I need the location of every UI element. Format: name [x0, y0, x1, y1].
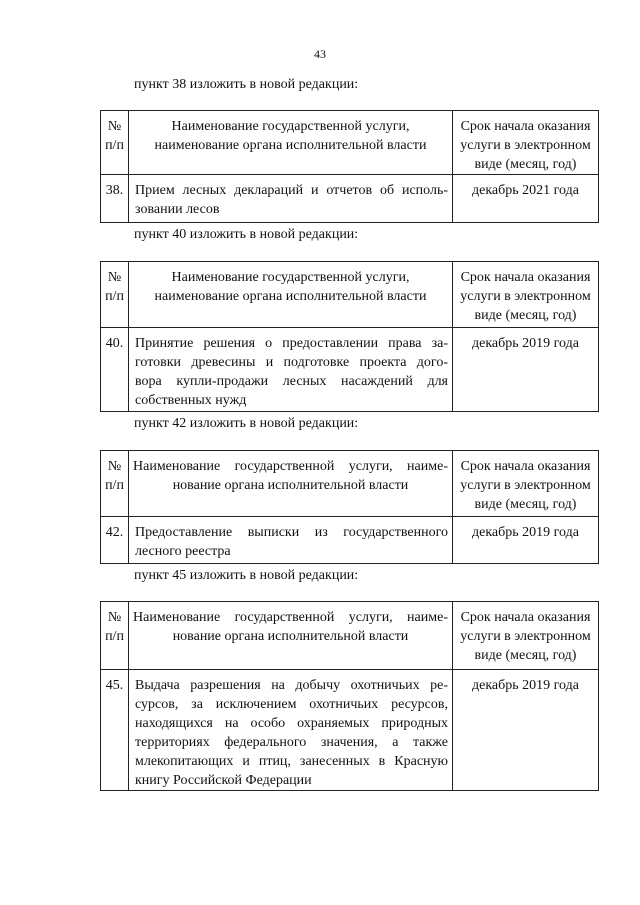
service-table-40 [100, 261, 599, 412]
service-name-line: готовки древесины и подготовке проекта дого- [135, 355, 448, 370]
page-number: 43 [314, 47, 326, 61]
header-name-cell [129, 111, 453, 175]
header-name-cell [129, 602, 453, 670]
row-start-date: декабрь 2019 года [453, 670, 599, 791]
service-name-line: собственных нужд [135, 393, 247, 408]
row-start-date: декабрь 2019 года [453, 328, 599, 412]
row-number: 40. [101, 328, 129, 412]
service-name-line: млекопитающих и птиц, занесенных в Красную [135, 754, 448, 769]
service-name-line: Принятие решения о предоставлении права за- [135, 336, 448, 351]
header-num-sublabel: п/п [105, 629, 124, 644]
service-table-38 [100, 110, 599, 223]
row-start-date: декабрь 2019 года [453, 517, 599, 564]
header-name-cell [129, 451, 453, 517]
header-date-line: Срок начала оказания [460, 270, 591, 285]
header-num-cell [101, 111, 129, 175]
header-date-line: Срок начала оказания [460, 610, 591, 625]
header-name-cell [129, 262, 453, 328]
amendment-intro-45: пункт 45 изложить в новой редакции: [134, 568, 359, 583]
header-date-cell [453, 451, 599, 517]
header-date-line: услуги в электронном [460, 629, 591, 644]
service-name-line: сурсов, за исключением охотничьих ресурсов, [135, 697, 448, 712]
table-header-row [101, 262, 599, 328]
header-num-label: № [107, 270, 122, 285]
service-name-line: Выдача разрешения на добычу охотничьих ре- [135, 678, 448, 693]
header-date-line: виде (месяц, год) [474, 157, 577, 172]
amendment-intro-38: пункт 38 изложить в новой редакции: [134, 77, 359, 92]
row-service-name [129, 175, 453, 223]
service-table-42 [100, 450, 599, 564]
header-num-sublabel: п/п [105, 289, 124, 304]
header-num-cell [101, 262, 129, 328]
table-header-row [101, 602, 599, 670]
service-name-line: лесного реестра [135, 544, 231, 559]
header-date-line: услуги в электронном [460, 478, 591, 493]
header-date-line: виде (месяц, год) [474, 497, 577, 512]
table-header-row [101, 451, 599, 517]
header-name-line: наименование органа исполнительной власти [154, 289, 427, 304]
service-name-line: книгу Российской Федерации [135, 773, 312, 788]
header-name-line: Наименование государственной услуги, наиме- [133, 459, 448, 474]
service-name-line: Предоставление выписки из государственного [135, 525, 448, 540]
header-num-sublabel: п/п [105, 478, 124, 493]
table-row [101, 670, 599, 791]
header-name-line: Наименование государственной услуги, [171, 119, 410, 134]
header-num-sublabel: п/п [105, 138, 124, 153]
header-date-cell [453, 262, 599, 328]
header-num-label: № [107, 119, 122, 134]
header-name-line: нование органа исполнительной власти [172, 478, 409, 493]
service-name-line: вора купли-продажи лесных насаждений для [135, 374, 448, 389]
amendment-intro-42: пункт 42 изложить в новой редакции: [134, 416, 359, 431]
service-name-line: зовании лесов [135, 202, 220, 217]
row-service-name [129, 328, 453, 412]
header-date-line: услуги в электронном [460, 289, 591, 304]
row-service-name [129, 670, 453, 791]
header-date-cell [453, 111, 599, 175]
header-date-line: Срок начала оказания [460, 119, 591, 134]
header-name-line: Наименование государственной услуги, наиме- [133, 610, 448, 625]
table-header-row [101, 111, 599, 175]
table-row [101, 328, 599, 412]
header-num-label: № [107, 610, 122, 625]
table-row [101, 517, 599, 564]
service-name-line: территориях федерального значения, а также [135, 735, 448, 750]
header-name-line: нование органа исполнительной власти [172, 629, 409, 644]
header-date-cell [453, 602, 599, 670]
amendment-intro-40: пункт 40 изложить в новой редакции: [134, 227, 359, 242]
row-number: 38. [101, 175, 129, 223]
header-name-line: Наименование государственной услуги, [171, 270, 410, 285]
row-start-date: декабрь 2021 года [453, 175, 599, 223]
header-date-line: услуги в электронном [460, 138, 591, 153]
service-name-line: находящихся на особо охраняемых природных [135, 716, 448, 731]
service-table-45 [100, 601, 599, 791]
header-num-cell [101, 602, 129, 670]
table-row [101, 175, 599, 223]
header-num-cell [101, 451, 129, 517]
row-number: 42. [101, 517, 129, 564]
row-number: 45. [101, 670, 129, 791]
header-date-line: виде (месяц, год) [474, 648, 577, 663]
header-date-line: виде (месяц, год) [474, 308, 577, 323]
service-name-line: Прием лесных деклараций и отчетов об исполь- [135, 183, 448, 198]
header-date-line: Срок начала оказания [460, 459, 591, 474]
header-name-line: наименование органа исполнительной власти [154, 138, 427, 153]
header-num-label: № [107, 459, 122, 474]
row-service-name [129, 517, 453, 564]
